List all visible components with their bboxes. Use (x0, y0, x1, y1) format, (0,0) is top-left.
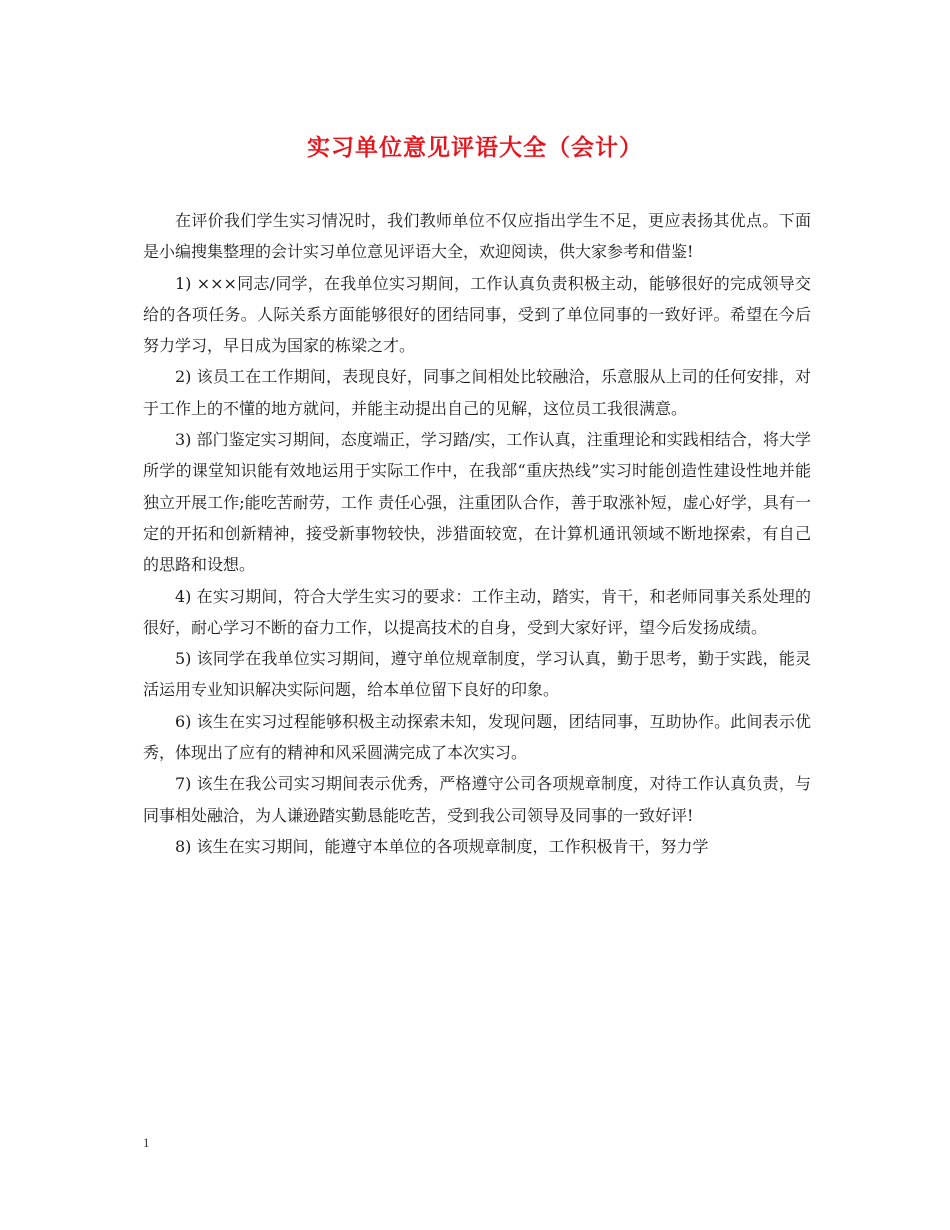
comment-paragraph-5: 5) 该同学在我单位实习期间，遵守单位规章制度，学习认真，勤于思考，勤于实践，能灵活运用专业知识解决实际问题，给本单位留下良好的印象。 (143, 649, 811, 700)
document-title: 实习单位意见评语大全（会计） (307, 134, 643, 161)
comment-paragraph-1: 1) ×××同志/同学，在我单位实习期间，工作认真负责积极主动，能够很好的完成领导交给的各项任务。人际关系方面能够很好的团结同事，受到了单位同事的一致好评。希望在今后努力学习，早日成为国家的栋梁之才。 (143, 273, 811, 356)
comment-paragraph-6: 6) 该生在实习过程能够积极主动探索未知，发现问题，团结同事，互助协作。此间表示优秀，体现出了应有的精神和风采圆满完成了本次实习。 (143, 711, 811, 763)
comment-paragraph-2: 2) 该员工在工作期间，表现良好，同事之间相处比较融洽，乐意服从上司的任何安排，对于工作上的不懂的地方就问，并能主动提出自己的见解，这位员工我很满意。 (143, 367, 811, 418)
document-body (143, 205, 811, 862)
comment-paragraph-4: 4) 在实习期间，符合大学生实习的要求：工作主动，踏实，肯干，和老师同事关系处理的很好，耐心学习不断的奋力工作，以提高技术的自身，受到大家好评，望今后发扬成绩。 (143, 586, 811, 637)
comment-paragraph-8: 8) 该生在实习期间，能遵守本单位的各项规章制度，工作积极肯干，努力学 (175, 836, 709, 856)
comment-paragraph-3: 3) 部门鉴定实习期间，态度端正，学习踏/实，工作认真，注重理论和实践相结合，将大学所学的课堂知识能有效地运用于实际工作中，在我部“重庆热线”实习时能创造性建设性地并能独立开展工作;能吃苦耐劳，工作 责任心强，注重团队合作，善于取涨补短，虚心好学，具有一定的开拓和创新精神，接受新事物较快，涉猎面较宽，在计算机通讯领域不断地探索，有自己的思路和设想。 (143, 430, 811, 575)
intro-paragraph: 在评价我们学生实习情况时，我们教师单位不仅应指出学生不足，更应表扬其优点。下面是小编搜集整理的会计实习单位意见评语大全，欢迎阅读，供大家参考和借鉴! (143, 211, 811, 262)
comment-paragraph-7: 7) 该生在我公司实习期间表示优秀，严格遵守公司各项规章制度，对待工作认真负责，与同事相处融洽，为人谦逊踏实勤恳能吃苦，受到我公司领导及同事的一致好评! (143, 774, 811, 825)
page-number: 1 (143, 1135, 150, 1150)
